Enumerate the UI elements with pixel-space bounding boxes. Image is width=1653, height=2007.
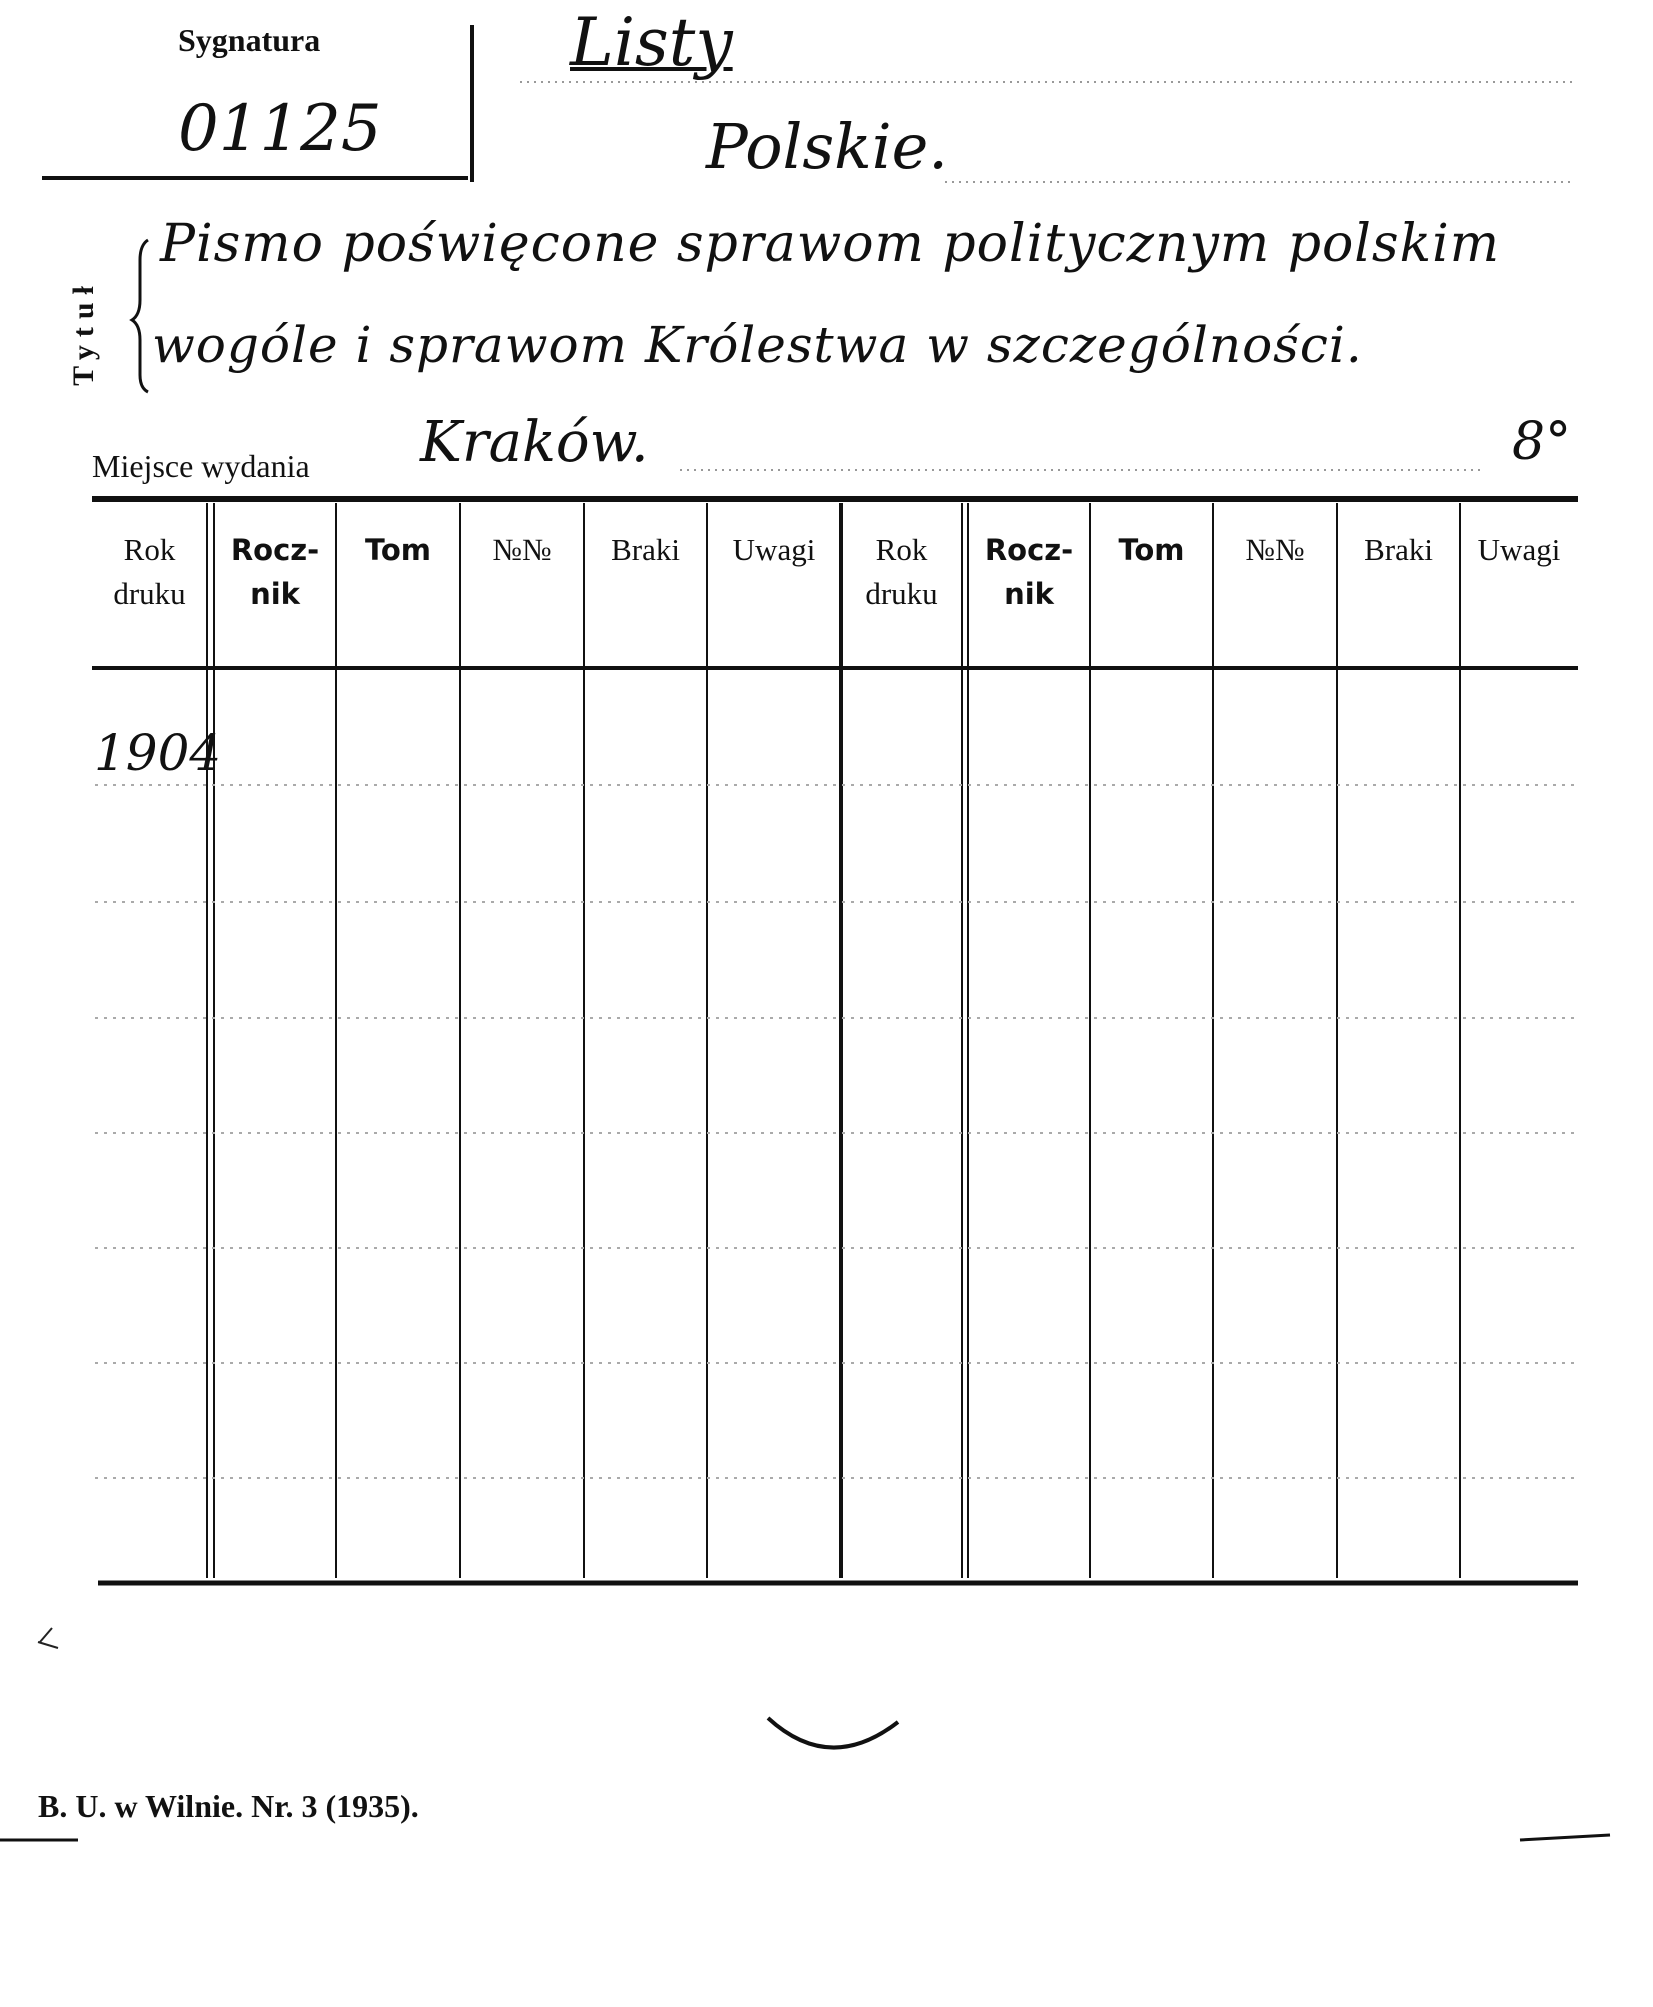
- hdr-tom-right: Tom: [1118, 533, 1185, 567]
- hdr-rok-druku-left: [92, 528, 207, 616]
- hdr-druku-text: druku: [865, 576, 938, 611]
- format-value: 8°: [1512, 412, 1572, 472]
- title-line2: wogóle i sprawom Królestwa w szczególności.: [152, 316, 1363, 374]
- table-columns: [207, 503, 1460, 1578]
- hdr-rok-text: Rok: [123, 532, 176, 567]
- hdr-nik-text: nik: [250, 577, 300, 611]
- tytul-brace: [132, 240, 148, 392]
- sygnatura-value: 01125: [178, 92, 382, 166]
- hdr-uwagi-left: Uwagi: [732, 532, 816, 567]
- hdr-druku-text: druku: [113, 576, 186, 611]
- hdr-tom-left: Tom: [364, 533, 432, 567]
- hdr-braki-left: Braki: [611, 532, 680, 567]
- hdr-rocz-text: Rocz-: [230, 533, 320, 567]
- hdr-numery-right: №№: [1245, 532, 1305, 567]
- hdr-braki-right: Braki: [1364, 532, 1433, 567]
- table-row-guides: [95, 785, 1578, 1478]
- tick-mark: [38, 1628, 58, 1648]
- curve-mark: [768, 1718, 898, 1748]
- title-line1: Pismo poświęcone sprawom politycznym polskim: [160, 214, 1501, 274]
- hdr-numery-left: №№: [492, 532, 552, 567]
- hdr-rocznik-left: [214, 528, 336, 616]
- row-1-rok: 1904: [94, 724, 222, 782]
- tytul-label: Tytuł: [67, 278, 100, 386]
- heading-line2: Polskie.: [706, 110, 948, 183]
- miejsce-label: Miejsce wydania: [92, 448, 310, 484]
- hdr-rocz-text: Rocz-: [984, 533, 1074, 567]
- sygnatura-label: Sygnatura: [178, 22, 321, 58]
- hdr-rocznik-right: [968, 528, 1090, 616]
- hdr-rok-text: Rok: [875, 532, 928, 567]
- hdr-uwagi-right: Uwagi: [1477, 532, 1561, 567]
- hdr-rok-druku-right: [841, 528, 962, 616]
- hdr-nik-text: nik: [1004, 577, 1054, 611]
- heading-line1: Listy: [570, 4, 733, 81]
- miejsce-value: Kraków.: [420, 410, 649, 475]
- footer-text: B. U. w Wilnie. Nr. 3 (1935).: [38, 1788, 419, 1824]
